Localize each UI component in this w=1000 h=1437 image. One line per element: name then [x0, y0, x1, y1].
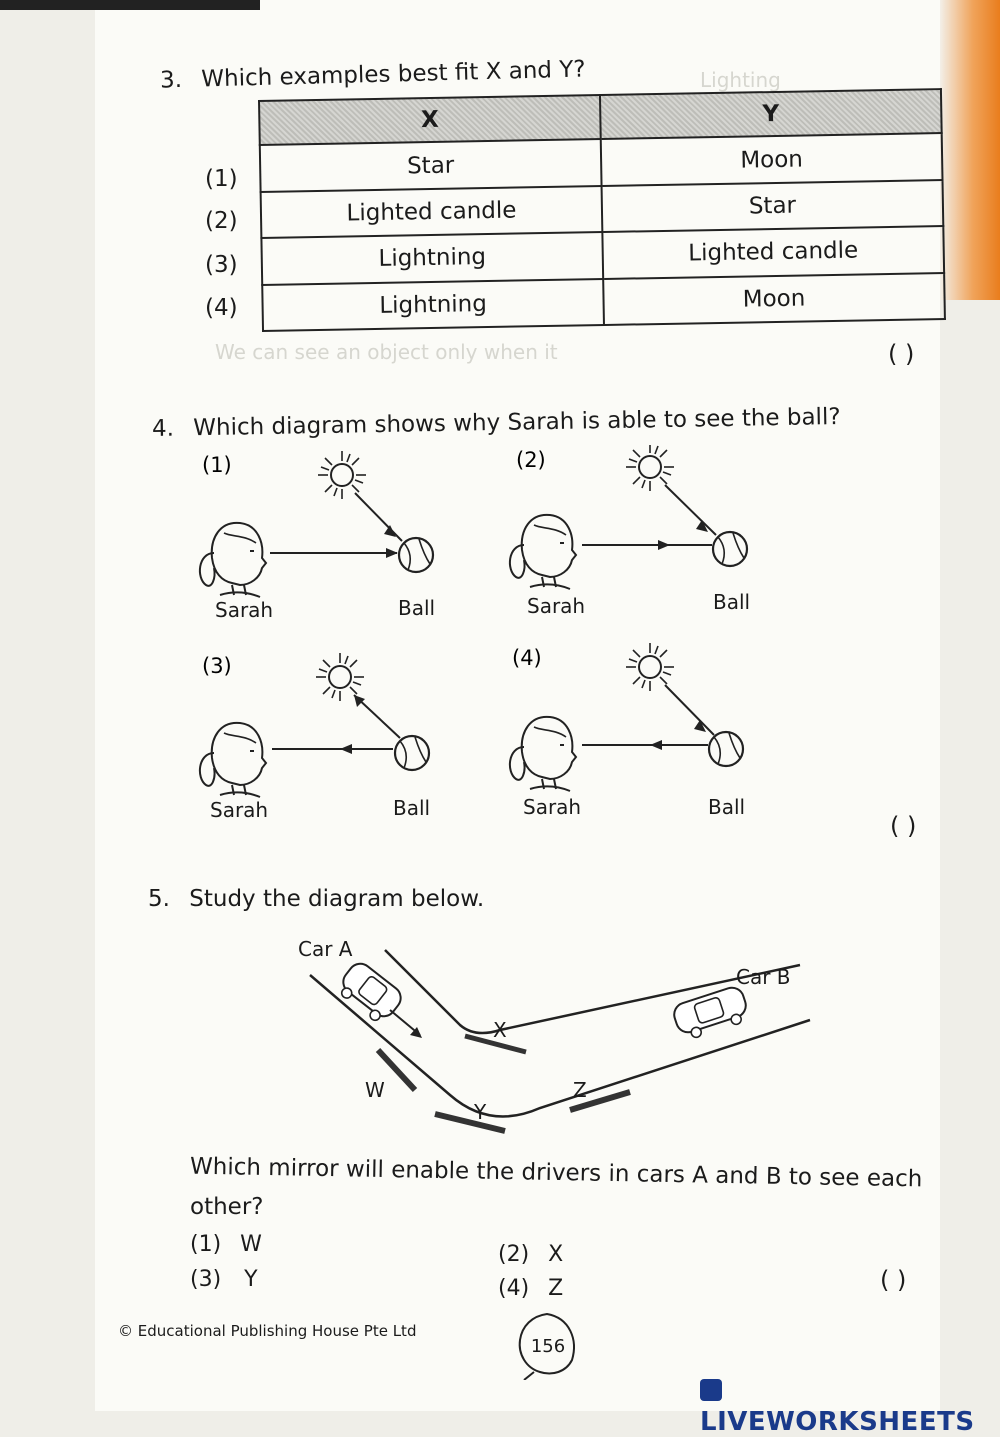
- q5-option: [190, 1232, 262, 1257]
- sun-icon: [316, 653, 364, 701]
- option-value: X: [548, 1242, 564, 1267]
- person-label: Sarah: [215, 598, 274, 622]
- table-cell-x: Lightning: [262, 279, 604, 331]
- person-label: Sarah: [210, 798, 269, 822]
- arrow-head: [340, 744, 352, 754]
- light-ray: [665, 685, 714, 735]
- car-b-icon: [671, 985, 751, 1042]
- page-number: 156: [530, 1336, 566, 1357]
- ball-icon: [709, 732, 743, 766]
- copyright-text: © Educational Publishing House Pte Ltd: [118, 1322, 417, 1340]
- q3-table: [258, 88, 946, 332]
- girl-icon: [510, 717, 576, 791]
- person-label: Sarah: [523, 795, 582, 819]
- car-b-label: Car B: [736, 965, 791, 989]
- q4-option-1-label: (1): [202, 453, 232, 477]
- arrow-head: [658, 540, 670, 550]
- table-cell-x: Star: [260, 139, 602, 191]
- brand-text: LIVEWORKSHEETS: [700, 1407, 975, 1437]
- object-label: Ball: [398, 596, 436, 620]
- object-label: Ball: [393, 796, 431, 820]
- q5-question-line-2: other?: [190, 1194, 264, 1220]
- ball-icon: [399, 538, 433, 572]
- car-a-icon: [334, 959, 405, 1027]
- option-number: (3): [205, 252, 238, 278]
- mirror-y-label: Y: [474, 1100, 487, 1124]
- arrow-head: [384, 525, 396, 537]
- q5-prompt: [148, 886, 484, 912]
- table-cell-y: Star: [602, 180, 944, 232]
- q4-option-4-label: (4): [512, 646, 542, 670]
- q5-question-line-1: Which mirror will enable the drivers in cars A and B to see each: [189, 1153, 923, 1193]
- girl-icon: [510, 515, 576, 589]
- ball-icon: [395, 736, 429, 770]
- sun-icon: [318, 451, 366, 499]
- table-cell-y: Moon: [601, 133, 943, 185]
- option-value: W: [240, 1232, 262, 1257]
- option-number: (4): [498, 1276, 530, 1301]
- car-a-label: Car A: [298, 937, 353, 961]
- option-value: Y: [244, 1267, 258, 1292]
- q5-text: Study the diagram below.: [189, 886, 485, 912]
- show-through-text: We can see an object only when it: [215, 340, 558, 364]
- object-label: Ball: [708, 795, 746, 819]
- option-number: (1): [205, 166, 238, 192]
- option-number: (2): [498, 1242, 530, 1267]
- page-number-leaf-icon: [512, 1310, 582, 1380]
- sun-icon: [626, 643, 674, 691]
- show-through-text: Lighting: [700, 68, 781, 92]
- q5-option: [498, 1242, 563, 1267]
- q4-number: 4.: [151, 415, 175, 443]
- mirror-x-label: X: [493, 1018, 507, 1042]
- option-number: (3): [190, 1267, 222, 1292]
- option-number: (1): [190, 1232, 222, 1257]
- brand-logo: [700, 1377, 1000, 1437]
- q3-text: Which examples best fit X and Y?: [200, 56, 586, 93]
- option-number: (2): [205, 208, 238, 234]
- q5-number: 5.: [148, 886, 170, 912]
- q5-answer-blank[interactable]: ( ): [880, 1266, 907, 1294]
- table-cell-y: Moon: [603, 273, 945, 325]
- q5-option: [190, 1267, 258, 1292]
- sun-icon: [626, 445, 674, 491]
- table-cell-x: Lighted candle: [261, 186, 603, 238]
- object-label: Ball: [713, 590, 751, 614]
- q4-answer-blank[interactable]: ( ): [890, 812, 917, 840]
- arrow-head: [650, 740, 662, 750]
- q4-option-3-label: (3): [202, 654, 232, 678]
- ball-icon: [713, 532, 747, 566]
- q4-text: Which diagram shows why Sarah is able to see the ball?: [193, 403, 841, 442]
- top-border: [0, 0, 260, 10]
- column-header-y: Y: [600, 89, 942, 139]
- page-edge-decoration: [940, 0, 1000, 300]
- mirror-w-label: W: [365, 1078, 385, 1102]
- q3-answer-blank[interactable]: ( ): [888, 340, 915, 368]
- column-header-x: X: [259, 95, 601, 145]
- table-cell-y: Lighted candle: [602, 226, 944, 278]
- arrow-head: [386, 548, 398, 558]
- q4-option-2-label: (2): [516, 448, 546, 472]
- brand-icon: [700, 1379, 722, 1401]
- option-value: Z: [548, 1276, 564, 1301]
- q3-number: 3.: [159, 67, 183, 94]
- girl-icon: [200, 723, 266, 797]
- q4-diagrams: [190, 445, 790, 835]
- table-cell-x: Lightning: [261, 232, 603, 284]
- girl-icon: [200, 523, 266, 597]
- q5-option: [498, 1276, 563, 1301]
- option-number: (4): [205, 295, 238, 321]
- mirror-z-label: Z: [573, 1078, 587, 1102]
- light-ray: [355, 493, 402, 541]
- light-ray: [665, 485, 716, 535]
- arrow-head: [354, 695, 365, 707]
- person-label: Sarah: [527, 594, 586, 618]
- q5-road-diagram: [290, 930, 830, 1150]
